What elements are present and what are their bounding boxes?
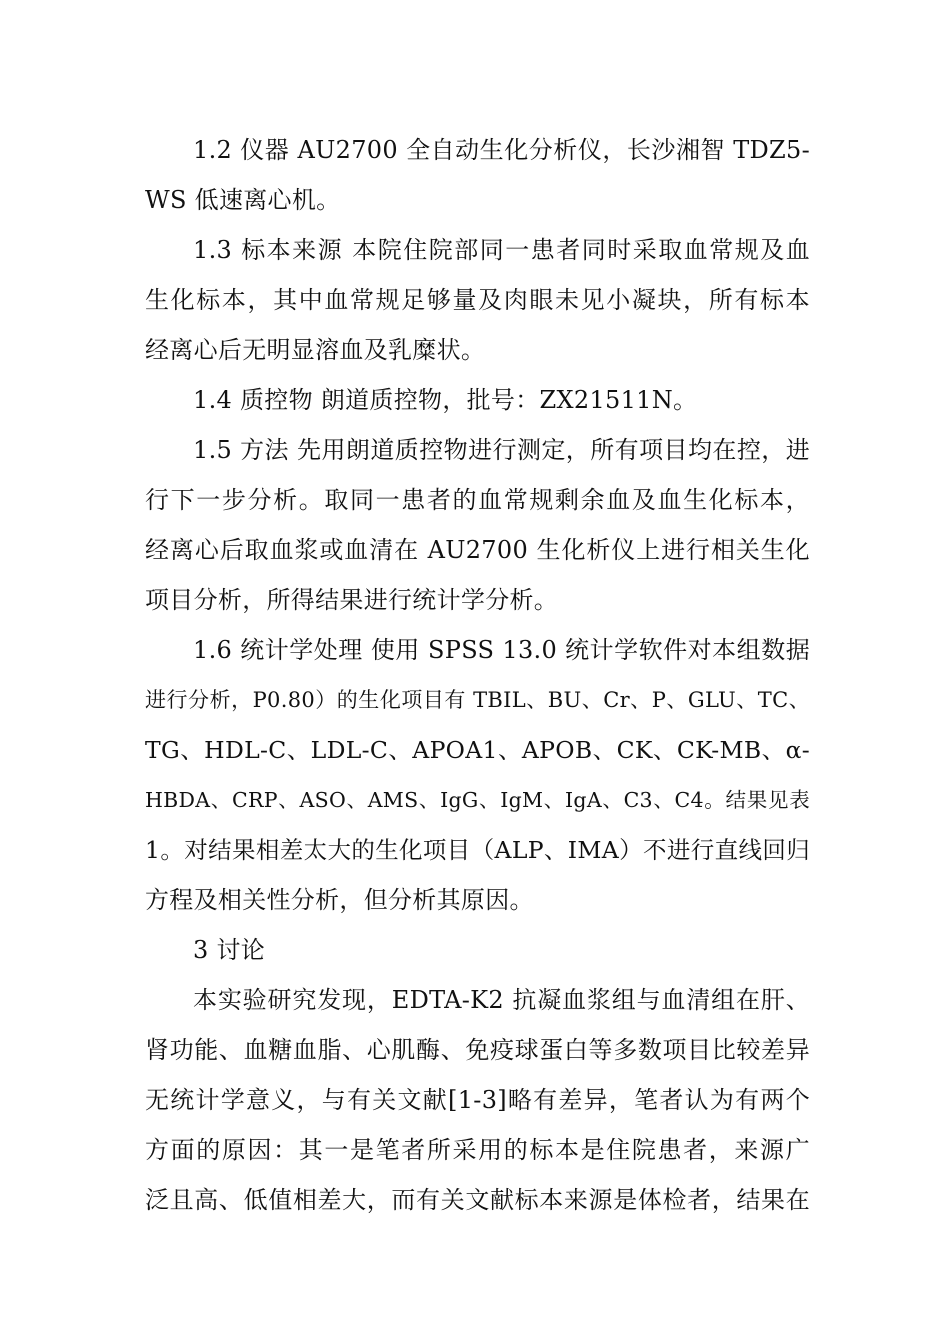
text-line: 1.5 方法 先用朗道质控物进行测定，所有项目均在控，进	[193, 436, 810, 464]
text-line: HBDA、CRP、ASO、AMS、IgG、IgM、IgA、C3、C4。结果见表	[145, 788, 810, 812]
text-line: WS 低速离心机。	[145, 186, 341, 214]
text-line: 行下一步分析。取同一患者的血常规剩余血及血生化标本，	[145, 486, 810, 514]
text-line: 经离心后无明显溶血及乳糜状。	[145, 336, 486, 364]
text-line: 1。对结果相差太大的生化项目（ALP、IMA）不进行直线回归	[145, 836, 810, 864]
text-line: 泛且高、低值相差大，而有关文献标本来源是体检者，结果在	[145, 1186, 810, 1214]
text-line: TG、HDL-C、LDL-C、APOA1、APOB、CK、CK-MB、α-	[145, 736, 810, 764]
text-line: 1.2 仪器 AU2700 全自动生化分析仪，长沙湘智 TDZ5-	[193, 136, 810, 164]
text-line: 生化标本，其中血常规足够量及肉眼未见小凝块，所有标本	[145, 286, 810, 314]
text-line: 肾功能、血糖血脂、心肌酶、免疫球蛋白等多数项目比较差异	[145, 1036, 810, 1064]
text-line: 经离心后取血浆或血清在 AU2700 生化析仪上进行相关生化	[145, 536, 810, 564]
text-line: 本实验研究发现，EDTA-K2 抗凝血浆组与血清组在肝、	[193, 986, 810, 1014]
section-heading: 3 讨论	[193, 936, 266, 964]
text-line: 项目分析，所得结果进行统计学分析。	[145, 586, 559, 614]
text-line: 1.3 标本来源 本院住院部同一患者同时采取血常规及血	[193, 236, 810, 264]
text-line: 无统计学意义，与有关文献[1-3]略有差异，笔者认为有两个	[145, 1086, 810, 1114]
text-line: 方程及相关性分析，但分析其原因。	[145, 886, 534, 914]
text-line: 1.4 质控物 朗道质控物，批号：ZX21511N。	[193, 386, 698, 414]
text-line: 方面的原因：其一是笔者所采用的标本是住院患者，来源广	[145, 1136, 810, 1164]
text-line: 进行分析，P0.80）的生化项目有 TBIL、BU、Cr、P、GLU、TC、	[145, 688, 810, 712]
text-line: 1.6 统计学处理 使用 SPSS 13.0 统计学软件对本组数据	[193, 636, 810, 664]
